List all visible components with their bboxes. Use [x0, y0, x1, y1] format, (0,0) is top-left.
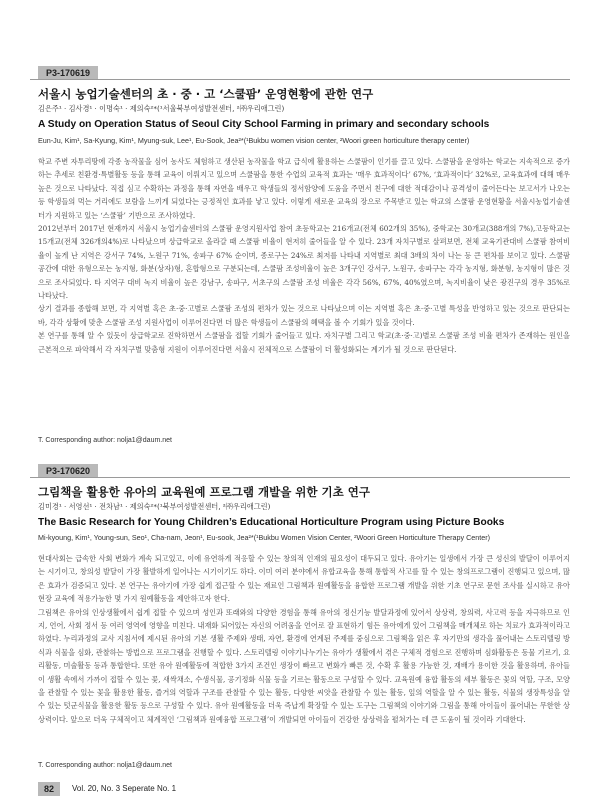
abstract-title-english: A Study on Operation Status of Seoul City School Farming in primary and secondary schools	[38, 119, 490, 130]
abstract-paragraph: 현대사회는 급속한 사회 변화가 계속 되고있고, 이에 유연하게 적응할 수 있는 창의적 인재의 필요성이 대두되고 있다. 유아기는 일생에서 가장 큰 성신의 발달이 이루어지는 시기이고, 창의성 발달이 가장 활발하게 일어나는 시기이기도 하다. 이미 여러 분야에서 유합교육을 통해 통합적 사고를 할 수 있는 창의프로그램이 진행되고 있으며, 많은 효과가 검증되고 있다. 본 연구는 유아기에 가장 쉽게 접근할 수 있는 재료인 그림책과 원예활동을 융합한 프로그램 개발을 위한 기초 연구로 문헌 조사를 실시하고 유아 현장 교육에 적용가능한 몇 가지 원예활동을 제안하고자 한다.	[38, 554, 570, 604]
abstract-paragraph: 상기 결과를 종합해 보면, 각 지역별 혹은 초·중·고별로 스쿨팜 조성의 편차가 있는 것으로 나타났으며 이는 지역별 혹은 초·중·고별 특성을 반영하고 있는 것으로 판단되는 바, 각각 상황에 맞춘 스쿨팜 조성 지원사업이 이루어진다면 더 많은 학생들이 스쿨팜의 혜택을 볼 수 기회가 있을 것이다.	[38, 304, 570, 327]
abstract-body	[38, 155, 570, 356]
abstract-divider	[30, 79, 570, 80]
journal-issue: Vol. 20, No. 3 Seperate No. 1	[72, 784, 177, 793]
abstract-paragraph: 학교 주변 자투리땅에 각종 농작물을 심어 농사도 체험하고 생산된 농작물을 학교 급식에 활용하는 스쿨팜이 인기를 끌고 있다. 스쿨팜을 운영하는 학교는 지속적으로 증가하는 추세로 친환경·특별활동 등을 통해 교육이 이뤄지고 있으며 스쿨팜을 통한 수업의 교육적 효과는 ‘매우 효과적이다’ 67%, ‘효과적이다’ 32%로, 교육효과에 대해 매우 높은 것으로 나타났다. 직접 심고 수확하는 과정을 통해 자연을 배우고 학생들의 정서함양에 도움을 주면서 친구에 대한 적대감이나 공격성이 줄어든다는 보고서가 나오는 등 학생들의 먹는 거리에도 보람을 느끼게 되었다는 긍정적인 효과를 낳고 있다. 이렇게 새로운 교육의 장으로 주목받고 있는 학교의 스쿨팜 운영현황을 서울시농업기술센터가 지원하고 있는 ‘스쿨팜’ 기반으로 조사하였다.	[38, 157, 570, 220]
abstract-authors-english: Eun-Ju, Kim¹, Sa-Kyung, Kim¹, Myung-suk, Lee¹, Eu-Sook, Jea²*(¹Bukbu women vision center, ²Woori green horticulture therapy center)	[38, 136, 470, 145]
abstract-paragraph: 그림책은 유아의 인상생활에서 쉽게 접할 수 있으며 성인과 또래와의 다양한 경험을 통해 유아의 정신기능 발달과정에 있어서 상상력, 창의력, 사고력 등을 자극하므로 인지, 언어, 사회 정서 등 여러 영역에 영향을 미친다. 내재화 되어있는 자신의 어려움을 언어로 잘 표현하기 힘든 유아에게 있어 그림책을 매개체로 하는 치료가 효과적이라고 하였다. 누리과정의 교사 지침서에 제시된 유아의 기본 생활 주제와 생태, 자연, 환경에 연계된 주제를 중심으로 그림책을 읽은 후 자기만의 생각을 풀어내는 스토리텔링 방식과 식물을 심화, 관찰하는 방법으로 프로그램을 진행할 수 있다. 스토리텔링 이야기나누기는 유아가 생활에서 겪은 구체적 경험으로 진행하며 심화활동은 동물 기르기, 요리활동, 미술활동 등과 통합한다. 또한 유아 원예활동에 적합한 3가지 조건인 생장이 빠르고 변화가 빠른 것, 수확 후 활용 가능한 것, 재배가 용이한 것을 활용하며, 유아들이 생활 속에서 가까이 접할 수 있는 꽃, 새싹채소, 수생식물, 공기정화 식물 등을 기르는 활동으로 구성할 수 있다. 교육원예 융합 활동의 세부 활동은 꽃의 역할, 구조, 모양을 관찰할 수 있는 꽃을 활용한 활동, 즐거의 역할과 구조를 관찰할 수 있는 활동, 다양한 씨앗을 관찰할 수 있는 활동, 잎의 역할을 알 수 있는 활동, 식물의 생장특성을 알 수 있는 텃군식물을 활용한 활동 등으로 구성할 수 있다. 유아 원예활동을 더욱 즉납게 확장할 수 있는 도구는 그림책의 이야기와 그림을 통해 아이들이 풀어내는 무한한 상상력이다. 앞으로 더욱 구체적이고 체계적인 ‘그림책과 원예융합 프로그램’이 개발되면 아이들이 건강한 상상력을 펼쳐가는 데 큰 도움이 될 것이라 기대한다.	[38, 607, 570, 724]
page-number: 82	[38, 782, 60, 796]
corresponding-author: T. Corresponding author: nolja1@daum.net	[38, 437, 172, 444]
page-footer	[0, 778, 600, 800]
abstract-authors-korean: 김미경¹ · 서영선¹ · 전차남¹ · 제의숙²*(¹북부여성발전센터, ²㈜우리애그린)	[38, 502, 271, 511]
corresponding-author: T. Corresponding author: nolja1@daum.net	[38, 762, 172, 769]
abstract-divider	[30, 477, 570, 478]
abstract-id-tab: P3-170620	[38, 464, 98, 478]
abstract-title-korean: 그림책을 활용한 유아의 교육원예 프로그램 개발을 위한 기초 연구	[38, 485, 370, 499]
abstract-paragraph: 2012년부터 2017년 현재까지 서울시 농업기술센터의 스쿨팜 운영지원사업 참여 초등학교는 216개교(전체 602개의 35%), 중학교는 30개교(388개의 7%),고등학교는 15개교(전체 326개의4%)로 나타났으며 상급학교로 올라갈 때 스쿨팜 비율이 현저히 줄어들을 알 수 있다. 23개 자치구별로 살펴보면, 전체 교육기관대비 스쿨팜 참여비율이 높게 난 지역은 강서구 74%, 노원구 71%, 송파구 67% 순이며, 종로구는 24%로 최저를 나타내 지역별로 최대 3배의 차이 나는 등 큰 편차를 보이고 있다. 스쿨팜 공간에 대한 유형으로는 농지형, 화분(상자)형, 혼합형으로 구분되는데, 스쿨팜 조성비율이 높은 3개구인 강서구, 노원구, 송파구는 각각 농지형, 화분형, 농지형이 많은 것으로 조사되었다. 타 지역구 대비 녹지 비율이 높은 강남구, 송파구, 서초구의 스쿨팜 조성 비율은 각각 56%, 67%, 40%였으며, 녹지비율이 낮은 광진구의 경우 35%로 나타났다.	[38, 224, 570, 301]
abstract-title-english: The Basic Research for Young Children’s Educational Horticulture Program using Picture Books	[38, 517, 505, 528]
abstract-title-korean: 서울시 농업기술센터의 초 · 중 · 고 ‘스쿨팜’ 운영현황에 관한 연구	[38, 87, 374, 101]
abstract-id-tab: P3-170619	[38, 66, 98, 80]
abstract-paragraph: 본 연구를 통해 알 수 있듯이 상급학교로 진학하면서 스쿨팜을 접할 기회가 줄어들고 있다. 자치구별 그리고 학교(초·중·고)별로 스쿨팜 조성 비율 편차가 존재하는 원인을 근본적으로 파악해서 각 자치구별 맞춤형 지원이 이루어진다면 서울시 전체적으로 스쿨팜이 더 활성화되는 계기가 될 것으로 판단된다.	[38, 331, 570, 354]
abstract-authors-english: Mi-kyoung, Kim¹, Young-sun, Seo¹, Cha-nam, Jeon¹, Eu-sook, Jea²*(¹Bukbu Women Vision Center, ²Woori Green Horticulture Therapy Center)	[38, 533, 491, 542]
abstract-body	[38, 552, 570, 726]
abstract-authors-korean: 김은주¹ · 김사경¹ · 이명숙¹ · 제의숙²*(¹서울북부여성발전센터, ²㈜우리애그린)	[38, 104, 285, 113]
